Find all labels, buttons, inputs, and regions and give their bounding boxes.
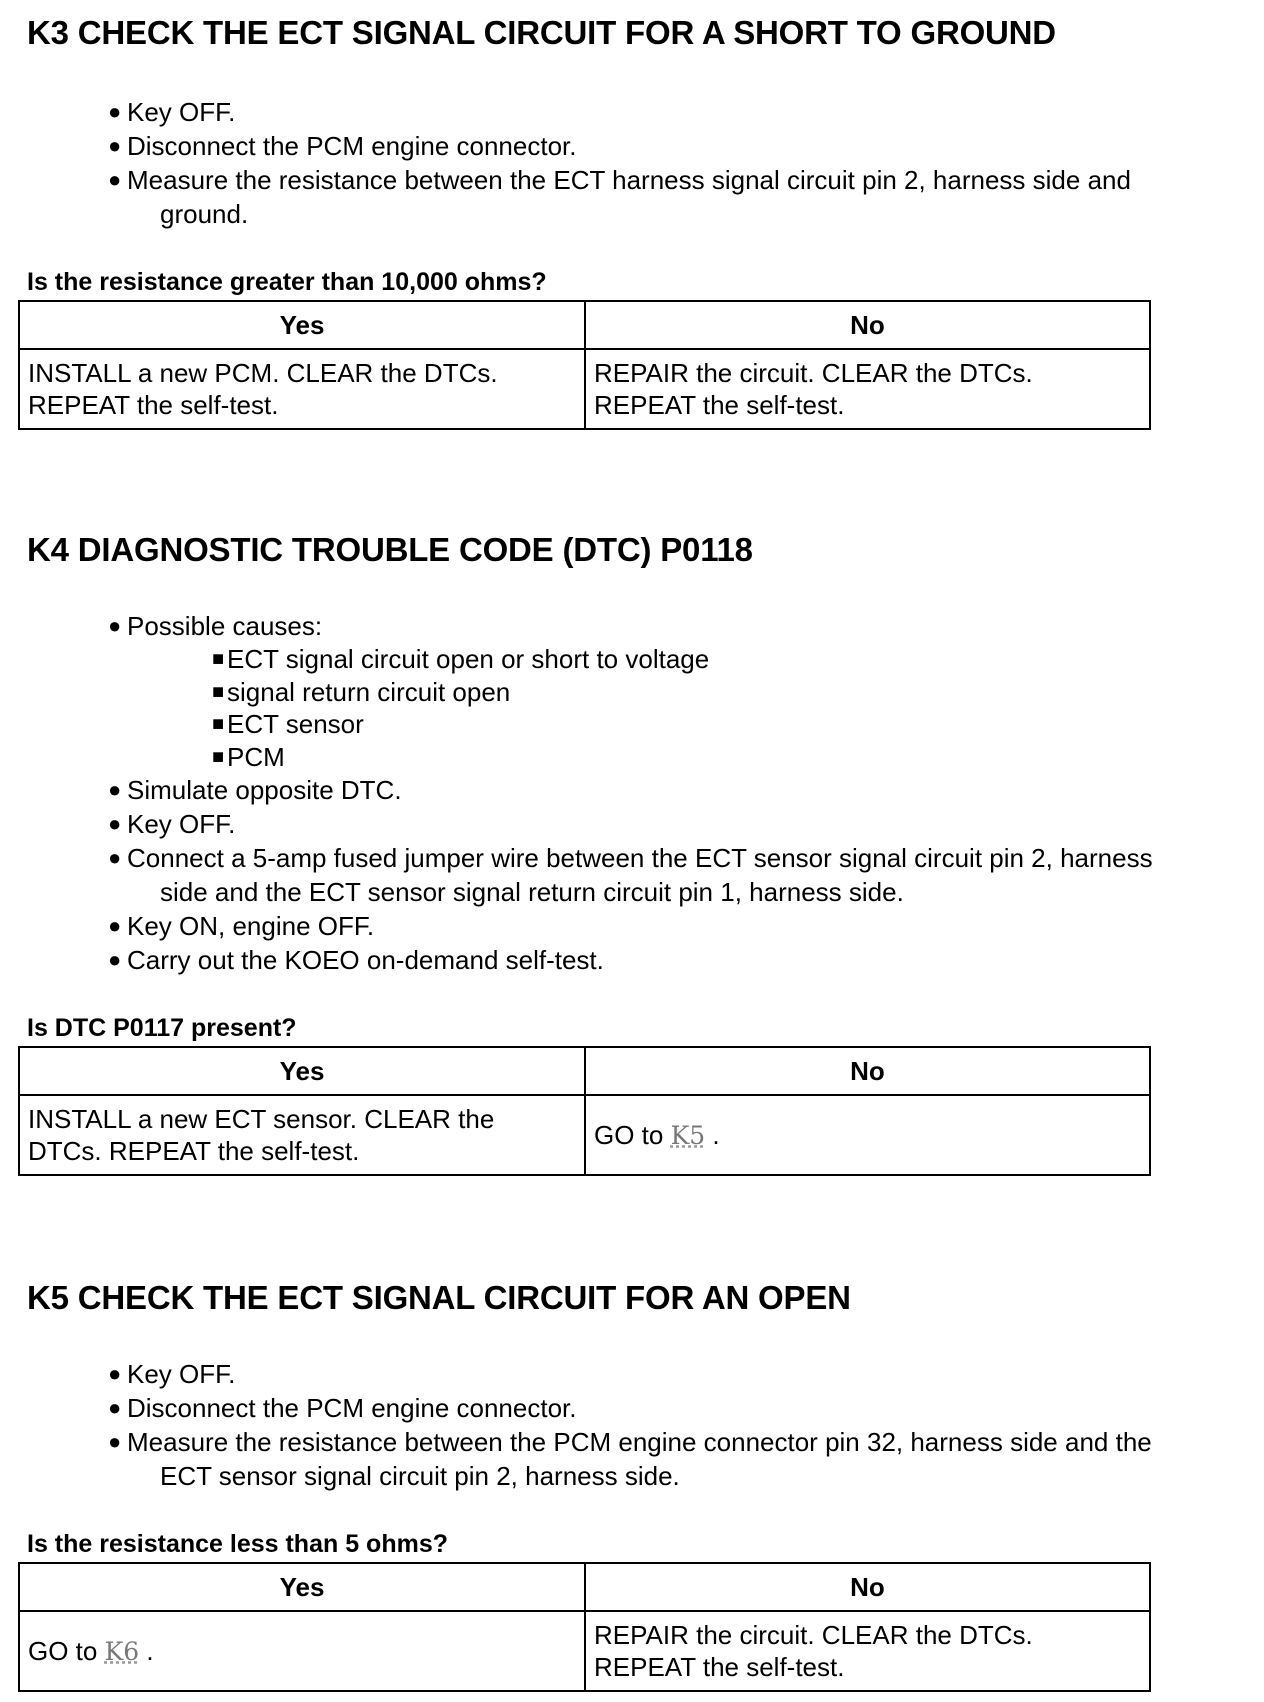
list-item: ● Disconnect the PCM engine connector. xyxy=(108,1393,577,1423)
no-action: REPAIR the circuit. CLEAR the DTCs. REPEAT the self-test. xyxy=(585,1611,1150,1691)
bullet-icon: ● xyxy=(108,913,122,938)
cause-item: ■ ECT signal circuit open or short to voltage xyxy=(212,644,710,674)
k4-decision-table xyxy=(18,1046,1151,1176)
k5-title: K5 CHECK THE ECT SIGNAL CIRCUIT FOR AN OPEN xyxy=(27,1279,851,1316)
k3-steps xyxy=(0,95,1264,231)
square-bullet-icon: ■ xyxy=(212,648,225,670)
bullet-icon: ● xyxy=(108,777,122,802)
bullet-icon: ● xyxy=(108,133,122,158)
list-item: ● Measure the resistance between the PCM engine connector pin 32, harness side and the ECT sensor signal circuit pin 2, harness side. xyxy=(108,1427,1152,1491)
k4-question: Is DTC P0117 present? xyxy=(27,1014,297,1042)
bullet-icon: ● xyxy=(108,613,122,638)
k4-steps xyxy=(0,609,1264,977)
yes-header: Yes xyxy=(19,301,585,349)
yes-action: INSTALL a new PCM. CLEAR the DTCs. REPEAT the self-test. xyxy=(19,349,585,429)
list-item: ● Disconnect the PCM engine connector. xyxy=(108,131,577,161)
list-item: ● Key ON, engine OFF. xyxy=(108,911,375,941)
no-header: No xyxy=(585,301,1150,349)
k5-decision-table xyxy=(18,1562,1151,1692)
yes-action: INSTALL a new ECT sensor. CLEAR the DTCs. REPEAT the self-test. xyxy=(19,1095,585,1175)
list-item: ● Key OFF. xyxy=(108,809,236,839)
list-item: ● Connect a 5-amp fused jumper wire between the ECT sensor signal circuit pin 2, harness side and the ECT sensor signal return circuit pin 1, harness side. xyxy=(108,843,1153,907)
bullet-icon: ● xyxy=(108,167,122,192)
k5-steps xyxy=(0,1357,1264,1493)
bullet-icon: ● xyxy=(108,1361,122,1386)
list-item: ● Key OFF. xyxy=(108,1359,236,1389)
k4-title: K4 DIAGNOSTIC TROUBLE CODE (DTC) P0118 xyxy=(27,531,753,568)
bullet-icon: ● xyxy=(108,1429,122,1454)
cause-item: ■ signal return circuit open xyxy=(212,676,511,707)
bullet-icon: ● xyxy=(108,99,122,124)
square-bullet-icon: ■ xyxy=(212,680,225,703)
no-action: REPAIR the circuit. CLEAR the DTCs. REPEAT the self-test. xyxy=(585,349,1150,429)
yes-header: Yes xyxy=(19,1047,585,1095)
k3-decision-table xyxy=(18,300,1151,430)
k3-title: K3 CHECK THE ECT SIGNAL CIRCUIT FOR A SHORT TO GROUND xyxy=(27,14,1056,51)
list-item: ● Measure the resistance between the ECT harness signal circuit pin 2, harness side and ground. xyxy=(108,165,1131,229)
list-item: ● Possible causes: xyxy=(108,611,323,641)
list-item: ● Key OFF. xyxy=(108,97,236,127)
square-bullet-icon: ■ xyxy=(212,745,225,768)
bullet-icon: ● xyxy=(108,947,122,972)
k3-question: Is the resistance greater than 10,000 ohms? xyxy=(27,268,547,296)
no-header: No xyxy=(585,1563,1150,1611)
bullet-icon: ● xyxy=(108,811,122,836)
cause-item: ■ PCM xyxy=(212,741,285,772)
list-item: ● Carry out the KOEO on-demand self-test. xyxy=(108,945,604,975)
bullet-icon: ● xyxy=(108,1395,122,1420)
yes-action: GO to K6 . xyxy=(19,1611,585,1691)
no-action: GO to K5 . xyxy=(585,1095,1150,1175)
yes-header: Yes xyxy=(19,1563,585,1611)
k5-question: Is the resistance less than 5 ohms? xyxy=(27,1530,448,1558)
link-k5[interactable]: K5 xyxy=(670,1120,706,1150)
cause-item: ■ ECT sensor xyxy=(212,709,364,739)
link-k6[interactable]: K6 xyxy=(104,1636,140,1666)
no-header: No xyxy=(585,1047,1150,1095)
list-item: ● Simulate opposite DTC. xyxy=(108,775,402,805)
square-bullet-icon: ■ xyxy=(212,713,225,735)
bullet-icon: ● xyxy=(108,845,122,870)
